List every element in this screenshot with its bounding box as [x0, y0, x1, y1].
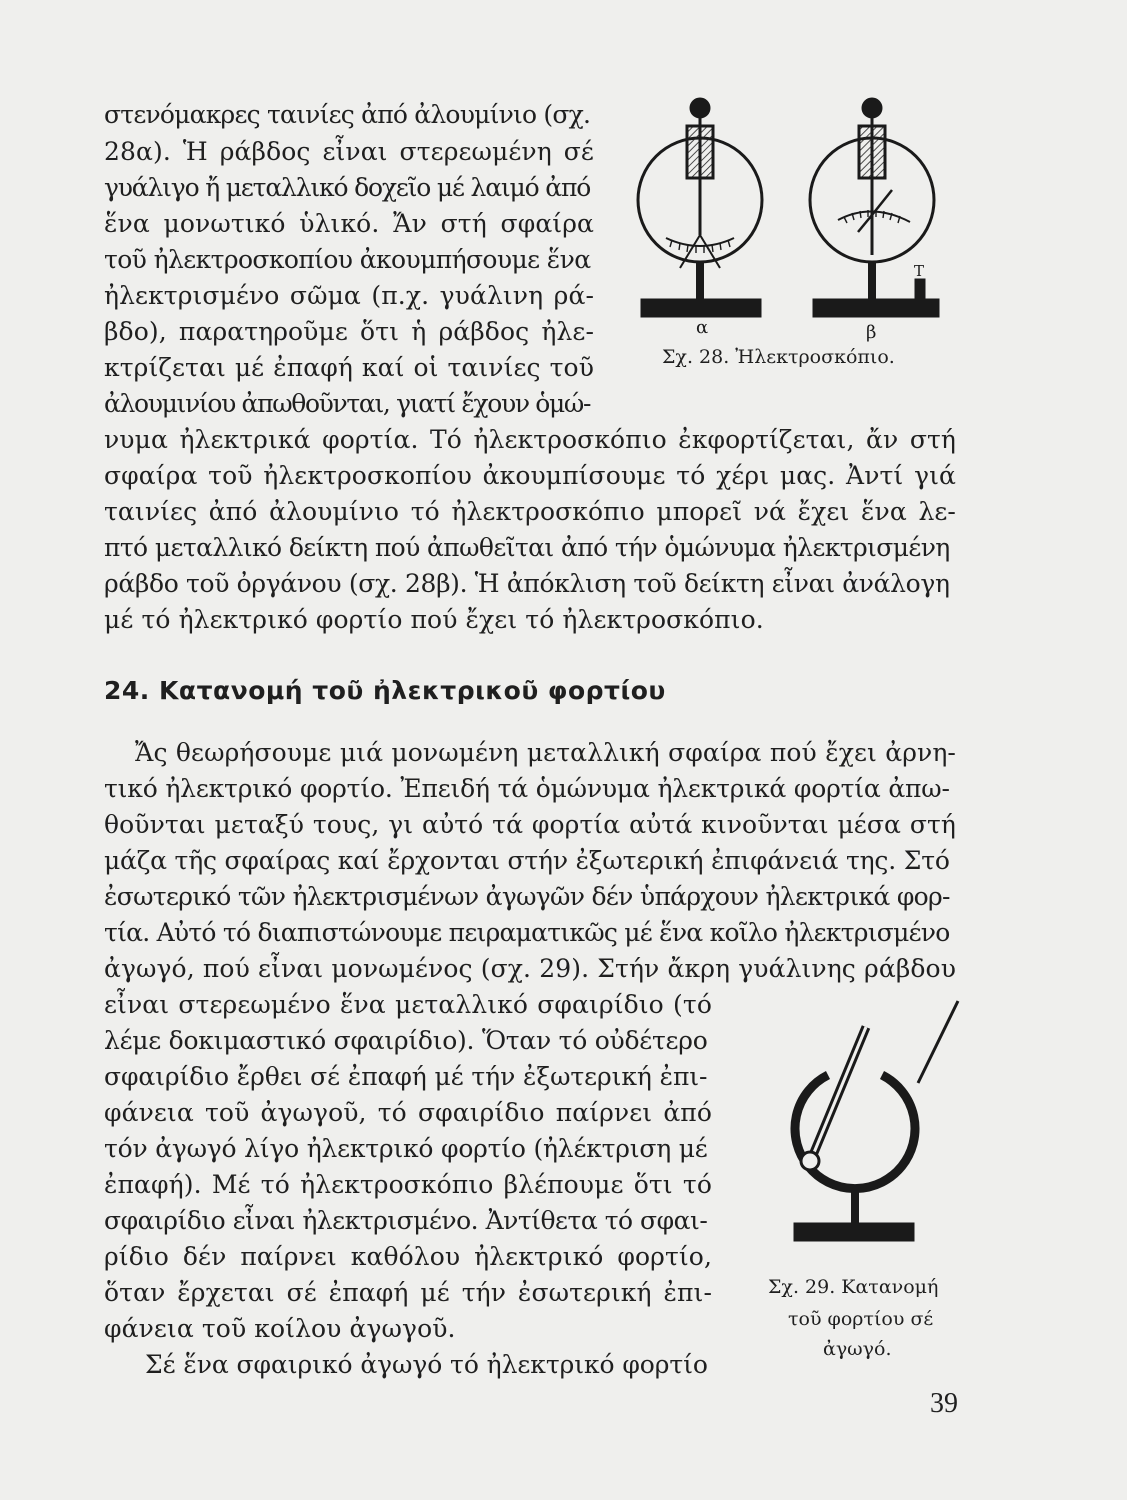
- label-alpha: α: [696, 317, 709, 338]
- figure-28-electroscopes: [630, 90, 950, 350]
- text-line: τόν ἀγωγό λίγο ἠλεκτρικό φορτίο (ἠλέκτριση μέ: [104, 1134, 708, 1163]
- page-number: 39: [930, 1388, 958, 1419]
- text-line: ἠλεκτρισμένο σῶμα (π.χ. γυάλινη ρά-: [104, 281, 594, 310]
- label-t: T: [914, 262, 925, 280]
- caption-line: ἀγωγό.: [823, 1338, 892, 1360]
- text-line: φάνεια τοῦ κοίλου ἀγωγοῦ.: [104, 1314, 456, 1343]
- text-line: εἶναι στερεωμένο ἕνα μεταλλικό σφαιρίδιο (τό: [104, 990, 712, 1019]
- text-line: σφαιρίδιο ἔρθει σέ ἐπαφή μέ τήν ἐξωτερική ἐπι-: [104, 1062, 708, 1091]
- text-line: ταινίες ἀπό ἀλουμίνιο τό ἠλεκτροσκόπιο μπορεῖ νά ἔχει ἕνα λε-: [104, 497, 956, 526]
- text-line: μέ τό ἠλεκτρικό φορτίο πού ἔχει τό ἠλεκτροσκόπιο.: [104, 605, 764, 634]
- text-line: πτό μεταλλικό δείκτη πού ἀπωθεῖται ἀπό τήν ὁμώνυμα ἠλεκτρισμένη: [104, 533, 950, 562]
- text-line: τία. Αὐτό τό διαπιστώνουμε πειραματικῶς μέ ἕνα κοῖλο ἠλεκτρισμένο: [104, 918, 950, 947]
- text-line: σφαιρίδιο εἶναι ἠλεκτρισμένο. Ἀντίθετα τό σφαι-: [104, 1206, 708, 1235]
- text-line: ὅταν ἔρχεται σέ ἐπαφή μέ τήν ἐσωτερική ἐπι-: [104, 1278, 712, 1307]
- text-line: Ἄς θεωρήσουμε μιά μονωμένη μεταλλική σφαίρα πού ἔχει ἀρνη-: [135, 738, 956, 767]
- text-line: ρίδιο δέν παίρνει καθόλου ἠλεκτρικό φορτίο,: [104, 1242, 712, 1271]
- text-line: φάνεια τοῦ ἀγωγοῦ, τό σφαιρίδιο παίρνει ἀπό: [104, 1098, 712, 1127]
- caption-line: Σχ. 29. Κατανομή: [768, 1276, 939, 1298]
- text-line: κτρίζεται μέ ἐπαφή καί οἱ ταινίες τοῦ: [104, 353, 594, 382]
- figure-29-hollow-conductor: [770, 995, 970, 1255]
- text-line: ράβδο τοῦ ὀργάνου (σχ. 28β). Ἡ ἀπόκλιση τοῦ δείκτη εἶναι ἀνάλογη: [104, 569, 950, 598]
- text-line: Σέ ἕνα σφαιρικό ἀγωγό τό ἠλεκτρικό φορτίο: [145, 1350, 708, 1379]
- text-line: ἀγωγό, πού εἶναι μονωμένος (σχ. 29). Στήν ἄκρη γυάλινης ράβδου: [104, 954, 956, 983]
- text-line: ἀλουμινίου ἀπωθοῦνται, γιατί ἔχουν ὁμώ-: [104, 389, 591, 418]
- text-line: 28α). Ἡ ράβδος εἶναι στερεωμένη σέ: [104, 137, 594, 166]
- section-heading: [104, 676, 666, 705]
- text-line: ἐπαφή). Μέ τό ἠλεκτροσκόπιο βλέπουμε ὅτι τό: [104, 1170, 712, 1199]
- text-line: στενόμακρες ταινίες ἀπό ἀλουμίνιο (σχ.: [104, 100, 591, 129]
- text-line: σφαίρα τοῦ ἠλεκτροσκοπίου ἀκουμπίσουμε τό χέρι μας. Ἀντί γιά: [104, 461, 956, 490]
- section-title: Κατανομή τοῦ ἠλεκτρικοῦ φορτίου: [159, 676, 666, 705]
- text-line: ἐσωτερικό τῶν ἠλεκτρισμένων ἀγωγῶν δέν ὑπάρχουν ἠλεκτρικά φορ-: [104, 882, 950, 911]
- text-line: νυμα ἠλεκτρικά φορτία. Τό ἠλεκτροσκόπιο ἐκφορτίζεται, ἄν στή: [104, 425, 956, 454]
- text-line: θοῦνται μεταξύ τους, γι αὐτό τά φορτία αὐτά κινοῦνται μέσα στή: [104, 810, 956, 839]
- text-line: μάζα τῆς σφαίρας καί ἔρχονται στήν ἐξωτερική ἐπιφάνειά της. Στό: [104, 846, 950, 875]
- text-line: τοῦ ἠλεκτροσκοπίου ἀκουμπήσουμε ἕνα: [104, 245, 591, 274]
- label-beta: β: [866, 322, 877, 343]
- electroscope-b: [810, 99, 938, 316]
- figure-28-caption: Σχ. 28. Ἠλεκτροσκόπιο.: [662, 346, 895, 368]
- text-line: γυάλιγο ἤ μεταλλικό δοχεῖο μέ λαιμό ἀπό: [104, 173, 591, 202]
- section-number: 24.: [104, 676, 150, 705]
- text-line: ἕνα μονωτικό ὑλικό. Ἄν στή σφαίρα: [104, 209, 594, 238]
- text-line: βδο), παρατηροῦμε ὅτι ἡ ράβδος ἠλε-: [104, 317, 594, 346]
- text-line: τικό ἠλεκτρικό φορτίο. Ἐπειδή τά ὁμώνυμα ἠλεκτρικά φορτία ἀπω-: [104, 774, 950, 803]
- electroscope-a: [638, 99, 762, 316]
- caption-line: τοῦ φορτίου σέ: [788, 1308, 934, 1330]
- text-line: λέμε δοκιμαστικό σφαιρίδιο). Ὅταν τό οὐδέτερο: [104, 1026, 708, 1055]
